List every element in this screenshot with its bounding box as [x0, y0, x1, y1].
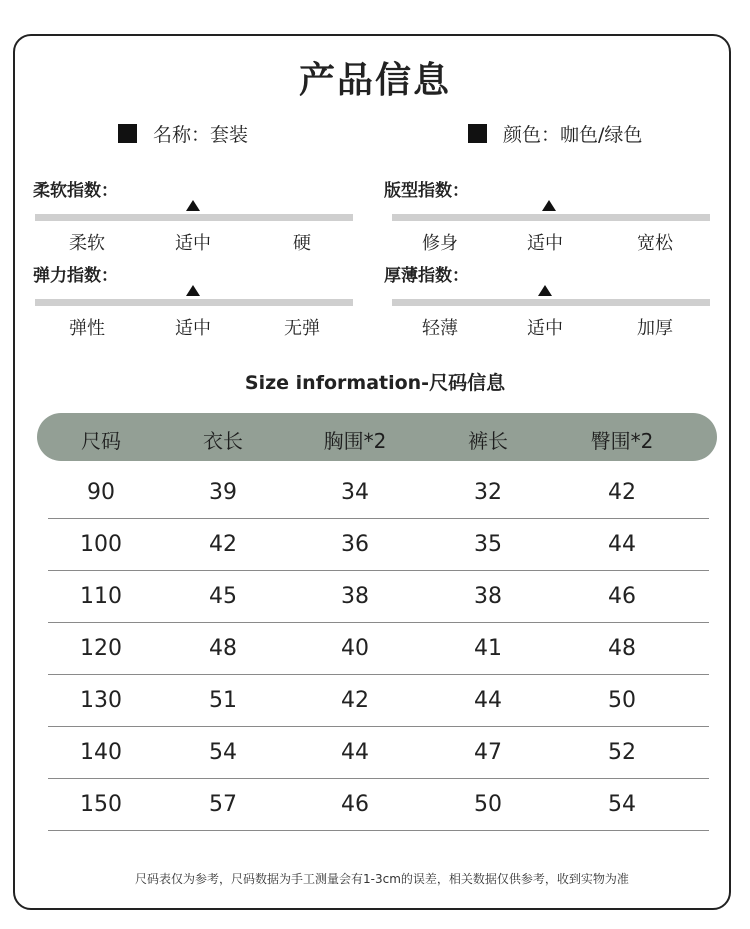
cell-length: 57 [209, 792, 237, 817]
cell-length: 42 [209, 532, 237, 557]
cell-hip: 50 [608, 688, 636, 713]
page-title: 产品信息 [298, 60, 451, 101]
cell-pants-length: 50 [474, 792, 502, 817]
cell-pants-length: 44 [474, 688, 502, 713]
softness-index-label: 柔软指数： [33, 181, 118, 201]
cell-pants-length: 41 [474, 636, 502, 661]
cell-pants-length: 47 [474, 740, 502, 765]
cell-chest: 34 [341, 480, 369, 505]
softness-option: 适中 [175, 233, 211, 254]
softness-bar [35, 214, 353, 221]
table-row [48, 674, 709, 727]
header-size: 尺码 [81, 429, 121, 453]
cell-pants-length: 38 [474, 584, 502, 609]
header-length: 衣长 [203, 429, 243, 453]
info-color-text: 颜色：咖色/绿色 [503, 124, 643, 146]
fit-option: 适中 [527, 233, 563, 254]
size-table-header [37, 413, 717, 461]
cell-pants-length: 32 [474, 480, 502, 505]
fit-option: 修身 [422, 233, 458, 254]
cell-hip: 52 [608, 740, 636, 765]
cell-length: 39 [209, 480, 237, 505]
cell-size: 130 [80, 688, 122, 713]
cell-size: 140 [80, 740, 122, 765]
thickness-marker-icon [538, 285, 552, 296]
cell-chest: 38 [341, 584, 369, 609]
cell-size: 110 [80, 584, 122, 609]
table-row [48, 570, 709, 623]
table-row [48, 466, 709, 519]
square-bullet-icon [118, 124, 137, 143]
cell-size: 120 [80, 636, 122, 661]
elasticity-option: 弹性 [69, 318, 105, 339]
table-row [48, 726, 709, 779]
thickness-index-label: 厚薄指数： [384, 266, 469, 286]
elasticity-option: 无弹 [284, 318, 320, 339]
cell-hip: 48 [608, 636, 636, 661]
cell-length: 45 [209, 584, 237, 609]
info-name-text: 名称：套装 [153, 124, 249, 146]
cell-hip: 42 [608, 480, 636, 505]
header-pants-length: 裤长 [468, 429, 508, 453]
cell-length: 54 [209, 740, 237, 765]
fit-marker-icon [542, 200, 556, 211]
info-name [118, 120, 248, 147]
elasticity-option: 适中 [175, 318, 211, 339]
fit-option: 宽松 [637, 233, 673, 254]
cell-length: 51 [209, 688, 237, 713]
cell-chest: 44 [341, 740, 369, 765]
elasticity-index-label: 弹力指数： [33, 266, 118, 286]
thickness-option: 加厚 [637, 318, 673, 339]
cell-size: 150 [80, 792, 122, 817]
info-color [468, 120, 642, 147]
cell-size: 90 [87, 480, 115, 505]
thickness-option: 适中 [527, 318, 563, 339]
header-chest: 胸围*2 [323, 429, 387, 453]
softness-option: 柔软 [69, 233, 105, 254]
cell-hip: 46 [608, 584, 636, 609]
cell-length: 48 [209, 636, 237, 661]
cell-hip: 44 [608, 532, 636, 557]
cell-chest: 36 [341, 532, 369, 557]
elasticity-marker-icon [186, 285, 200, 296]
thickness-option: 轻薄 [422, 318, 458, 339]
softness-option: 硬 [293, 233, 311, 254]
size-info-title: Size information-尺码信息 [244, 372, 506, 394]
fit-bar [392, 214, 710, 221]
table-row [48, 518, 709, 571]
cell-chest: 40 [341, 636, 369, 661]
thickness-bar [392, 299, 710, 306]
cell-chest: 46 [341, 792, 369, 817]
cell-pants-length: 35 [474, 532, 502, 557]
fit-index-label: 版型指数： [384, 181, 469, 201]
softness-marker-icon [186, 200, 200, 211]
table-row [48, 622, 709, 675]
elasticity-bar [35, 299, 353, 306]
header-hip: 臀围*2 [590, 429, 654, 453]
footnote: 尺码表仅为参考，尺码数据为手工测量会有1-3cm的误差，相关数据仅供参考，收到实物为准 [135, 872, 629, 886]
cell-size: 100 [80, 532, 122, 557]
table-row [48, 778, 709, 831]
square-bullet-icon [468, 124, 487, 143]
cell-chest: 42 [341, 688, 369, 713]
cell-hip: 54 [608, 792, 636, 817]
